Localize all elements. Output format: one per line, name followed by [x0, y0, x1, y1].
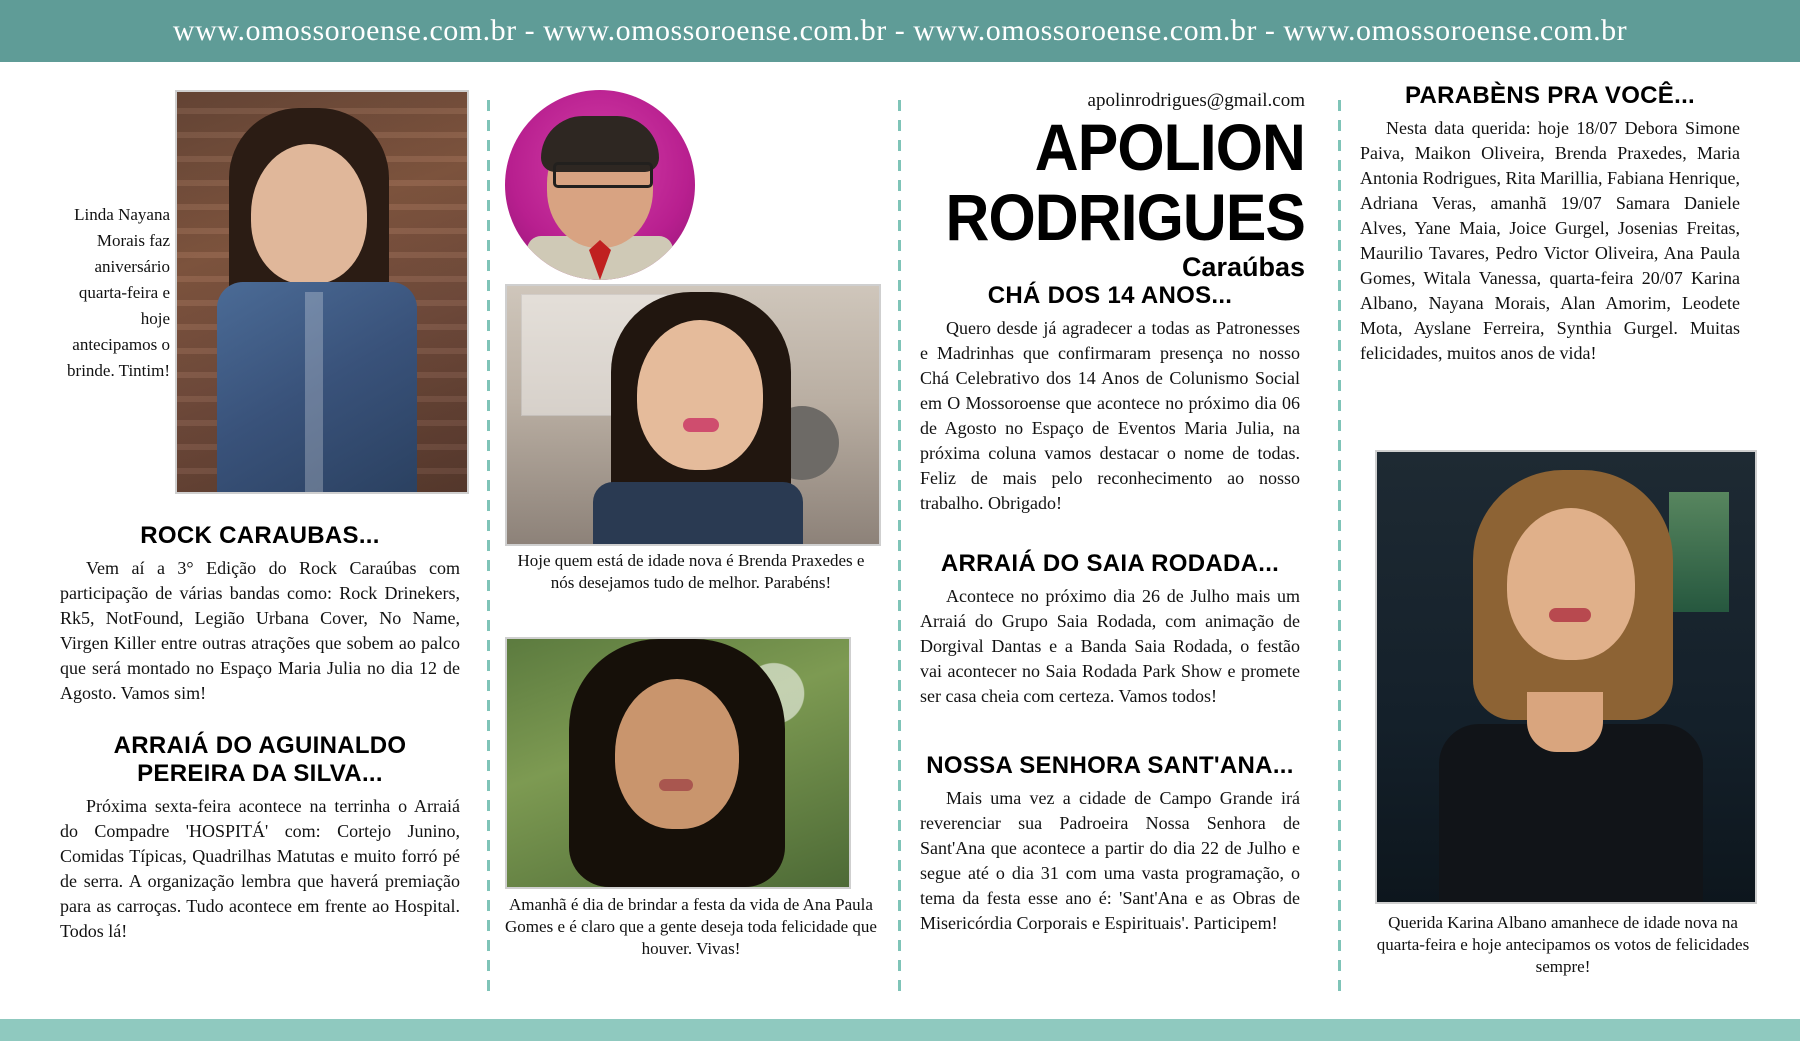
photo-clothing — [593, 482, 803, 544]
article-heading: ROCK CARAUBAS... — [140, 522, 380, 549]
caption-ana-paula-gomes: Amanhã é dia de brindar a festa da vida de Ana Paula Gomes e é claro que a gente deseja toda felicidade que houver. Vivas! — [505, 895, 877, 958]
caption-brenda-praxedes: Hoje quem está de idade nova é Brenda Praxedes e nós desejamos tudo de melhor. Parabéns! — [517, 551, 865, 592]
column-separator-1 — [487, 100, 490, 1000]
article-text: Mais uma vez a cidade de Campo Grande irá reverenciar sua Padroeira Nossa Senhora de Sant'Ana que acontece a partir do dia 22 de Julho e segue até o dia 31 com uma vasta programação, o tema da festa esse ano é: 'Sant'Ana e as Obras de Misericórdia Corporais e Espirituais'. Participem! — [920, 788, 1300, 933]
article-heading: ARRAIÁ DO SAIA RODADA... — [940, 550, 1280, 577]
article-heading: PARABÈNS PRA VOCÊ... — [1404, 82, 1696, 109]
photo-stage-light — [1669, 492, 1729, 612]
caption-karina-albano: Querida Karina Albano amanhece de idade nova na quarta-feira e hoje antecipamos os votos de felicidades sempre! — [1376, 913, 1750, 976]
masthead — [505, 90, 1305, 310]
photo-neck — [1527, 692, 1603, 752]
photo-face-front — [1507, 508, 1635, 660]
columnist-portrait — [505, 90, 695, 280]
photo-lips — [683, 418, 719, 432]
page-subtitle: Caraúbas — [1181, 252, 1305, 282]
glasses-icon — [553, 162, 653, 188]
photo-face-front — [251, 144, 367, 284]
photo-face-front — [615, 679, 739, 829]
site-url-text: www.omossoroense.com.br - www.omossoroense.com.br - www.omossoroense.com.br - www.omossoroense.com.br — [172, 14, 1628, 47]
page-title: APOLION RODRIGUES — [945, 110, 1305, 254]
photo-nayana-morais — [175, 90, 469, 494]
article-nossa-senhora-santana — [920, 752, 1300, 954]
article-heading: CHÁ DOS 14 ANOS... — [987, 282, 1233, 309]
column-separator-3 — [1338, 100, 1341, 1000]
photo-lips — [1549, 608, 1591, 622]
photo-lips — [659, 779, 693, 791]
article-text: Vem aí a 3° Edição do Rock Caraúbas com participação de várias bandas como: Rock Drinekers, Rk5, NotFound, Legião Urbana Cover, No Name, Virgen Killer entre outras atrações que sobem ao palco que será montado no Espaço Maria Julia no dia 12 de Agosto. Vamos sim! — [60, 558, 460, 703]
article-rock-caraubas — [60, 522, 460, 724]
footer-bar — [0, 1019, 1800, 1041]
page-content — [0, 72, 1800, 1017]
article-text: Próxima sexta-feira acontece na terrinha o Arraiá do Compadre 'HOSPITÁ' com: Cortejo Junino, Comidas Típicas, Quadrilhas Matutas e muito forró pé de serra. A organização lembra que haverá premiação para as carroças. Tudo acontece em frente ao Hospital. Todos lá! — [60, 796, 460, 941]
photo-jacket-seam — [305, 292, 323, 492]
photo-face-front — [637, 320, 763, 470]
banner-spacer — [0, 62, 1800, 72]
site-url-banner — [0, 0, 1800, 65]
article-arraia-aguinaldo — [60, 732, 460, 962]
article-arraia-saia-rodada — [920, 550, 1300, 727]
article-parabens — [1360, 82, 1740, 384]
photo-ana-paula-gomes — [505, 637, 851, 889]
columnist-email: apolinrodrigues@gmail.com — [1087, 90, 1305, 111]
footer-spacer — [0, 1011, 1800, 1019]
article-heading: ARRAIÁ DO AGUINALDO PEREIRA DA SILVA... — [113, 732, 407, 787]
photo-brenda-praxedes — [505, 284, 881, 546]
article-text: Quero desde já agradecer a todas as Patronesses e Madrinhas que confirmaram presença no nosso Chá Celebrativo dos 14 Anos de Colunismo Social em O Mossoroense que acontece no próximo dia 06 de Agosto no Espaço de Eventos Maria Julia, na próxima coluna vamos destacar o nome de todas. Feliz de mais pelo reconhecimento ao nosso trabalho. Obrigado! — [920, 318, 1300, 513]
article-text: Acontece no próximo dia 26 de Julho mais um Arraiá do Grupo Saia Rodada, com animação de Dorgival Dantas e a Banda Saia Rodada, o festão vai acontecer no Saia Rodada Park Show e promete ser casa cheia com certeza. Vamos todos! — [920, 586, 1300, 706]
photo-karina-albano — [1375, 450, 1757, 904]
article-text: Nesta data querida: hoje 18/07 Debora Simone Paiva, Maikon Oliveira, Brenda Praxedes, Maria Antonia Rodrigues, Rita Marillia, Fabiana Henrique, Adriana Veras, amanhã 19/07 Samara Daniele Alves, Yane Maia, Joice Gurgel, Josenias Freitas, Maurilio Tavares, Pedro Victor Oliveira, Ana Paula Gomes, Witala Vanessa, quarta-feira 20/07 Karina Albano, Nayana Morais, Alan Amorim, Leodete Mota, Ayslane Ferreira, Synthia Gurgel. Muitas felicidades, muitos anos de vida! — [1360, 118, 1740, 363]
article-heading: NOSSA SENHORA SANT'ANA... — [926, 752, 1294, 779]
caption-nayana-morais: Linda Nayana Morais faz aniversário quarta-feira e hoje antecipamos o brinde. Tintim! — [67, 205, 170, 380]
article-cha-14-anos — [920, 282, 1300, 534]
